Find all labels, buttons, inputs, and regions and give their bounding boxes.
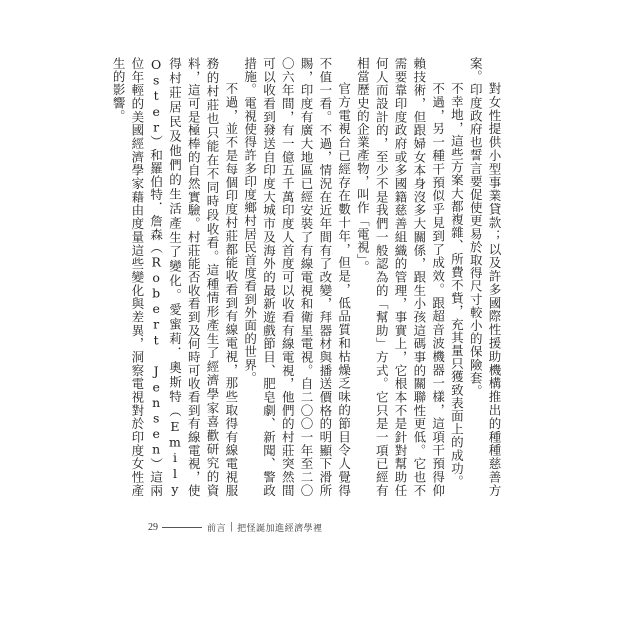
paragraph-5: 不過，並不是每個印度村莊都能收看到有線電視，那些取得有線電視服務的村莊也只能在不同時段收看。這種情形產生了經濟學家喜歡研究的資料，這可是極棒的自然實驗。村莊能否收看到及何時可收看到有線電視，使得村莊居民及他們的生活產生了變化。愛蜜莉．奧斯特（Emily Oster）和羅伯特．詹森（Robert Jensen）這兩位年輕的美國經濟學家藉由度量這些變化與差異，洞察電視對於印度女性產生的影響。: [111, 57, 239, 497]
paragraph-2: 不幸地，這些方案大都複雜、所費不貲，充其量只獲致表面上的成功。: [449, 82, 465, 489]
footer-book-title: 把怪誕加進經濟學裡: [237, 523, 323, 534]
footer-divider: [162, 527, 202, 528]
paragraph-4: 官方電視台已經存在數十年，但是，低品質和枯燥乏味的節目令人覺得不值一看。不過，情況在近年間有了改變，拜器材與播送價格的明顯下滑所賜，印度有廣大地區已經安裝了有線電視和衛星電視。自二〇〇一年至二〇〇六年間，有一億五千萬印度人首度可以收看有線電視，他們的村莊突然間可以收看到發送自印度大城市及海外的最新遊戲節目、肥皂劇、新聞、警政措施。電視使得許多印度鄉村居民首度看到外面的世界。: [242, 57, 352, 497]
footer-separator: |: [230, 522, 234, 532]
footer-section-title: 前言: [207, 523, 227, 534]
paragraph-1: 對女性提供小型事業貸款；以及許多國際性援助機構推出的種種慈善方案。印度政府也誓言要促使更易於取得尺寸較小的保險套。: [468, 57, 502, 497]
page-number: 29: [148, 521, 158, 533]
body-text: [111, 57, 503, 497]
page-footer: [148, 520, 323, 534]
paragraph-3: 不過，另一種干預似乎見到了成效。跟超音波機器一樣，這項干預得仰賴技術，但跟婦女本身沒多大關係，跟生小孩這碼事的關聯性更低。它也不需要靠印度政府或多國籍慈善組織的管理，事實上，它根本不是針對幫助任何人而設計的，至少不是我們一般認為的「幫助」方式。它只是一項已經有相當歷史的企業產物，叫作「電視」。: [355, 57, 446, 497]
